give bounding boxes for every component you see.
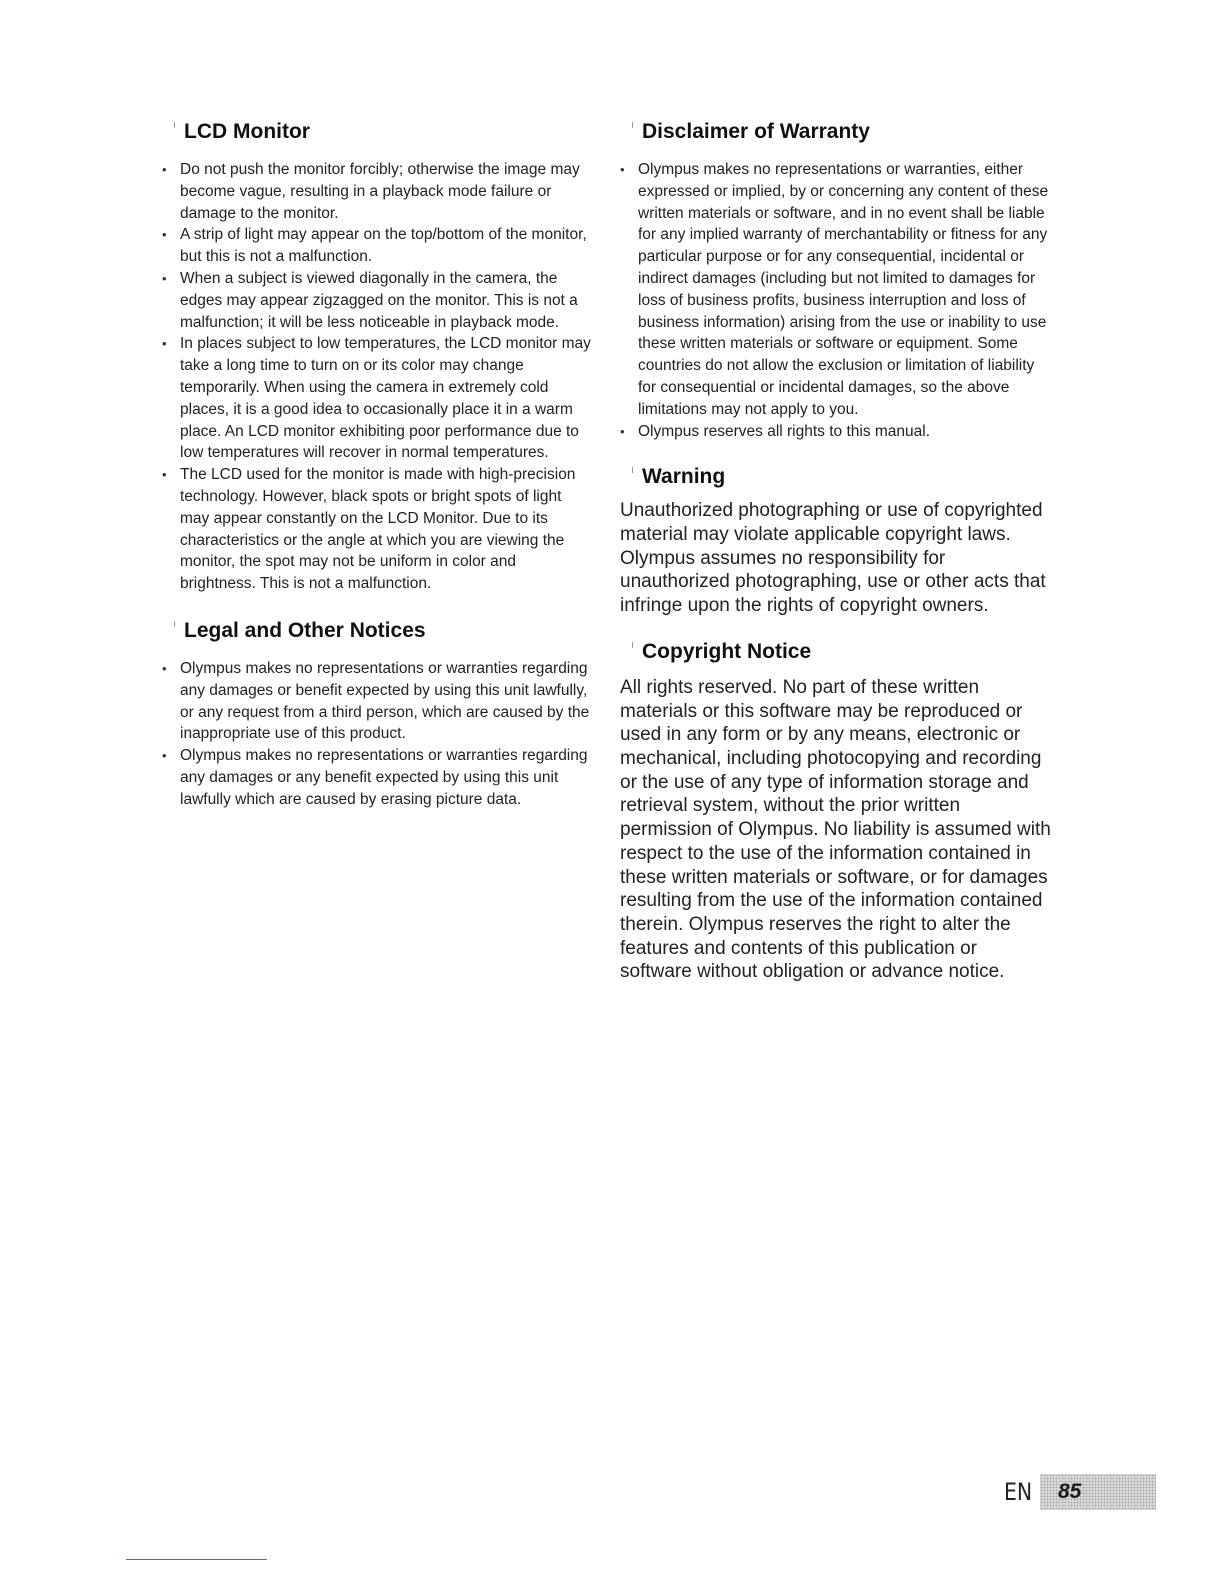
right-column: [620, 120, 1052, 984]
list-item: • The LCD used for the monitor is made with high-precision technology. However, black spots or bright spots of light may appear constantly on the LCD Monitor. Due to its characteristics or the angle at which you are viewing the monitor, the spot may not be uniform in color and brightness. This is not a malfunction.: [162, 464, 594, 595]
list-item: • Olympus makes no representations or warranties regarding any damages or any benefit expected by using this unit lawfully which are caused by erasing picture data.: [162, 745, 594, 810]
copyright-text: All rights reserved. No part of these written materials or this software may be reproduced or used in any form or by any means, electronic or mechanical, including photocopying and recording or the use of any type of information storage and retrieval system, without the prior written permission of Olympus. No liability is assumed with respect to the use of the information contained in these written materials or software, or for damages resulting from the use of the information contained therein. Olympus reserves the right to alter the features and contents of this publication or software without obligation or advance notice.: [620, 676, 1051, 983]
page-number: 85: [1058, 1480, 1082, 1503]
list-item: • Olympus makes no representations or warranties regarding any damages or benefit expected by using this unit lawfully, or any request from a third person, which are caused by the inappropriate use of this product.: [162, 658, 594, 745]
list-item: • Do not push the monitor forcibly; otherwise the image may become vague, resulting in a playback mode failure or damage to the monitor.: [162, 159, 594, 224]
footer-rule: [126, 1559, 267, 1560]
list-item: • A strip of light may appear on the top/bottom of the monitor, but this is not a malfunction.: [162, 224, 594, 268]
page-number-badge: [999, 1474, 1156, 1510]
disclaimer-list: [620, 159, 1052, 442]
legal-notices-list: [162, 658, 594, 811]
disclaimer-heading: Disclaimer of Warranty: [620, 120, 1052, 144]
list-item: • Olympus makes no representations or warranties, either expressed or implied, by or concerning any content of these written materials or software, and in no event shall be liable for any implied warranty of merchantability or fitness for any particular purpose or for any consequential, incidental or indirect damages (including but not limited to damages for loss of business profits, business interruption and loss of business information) arising from the use or inability to use these written materials or software or equipment. Some countries do not allow the exclusion or limitation of liability for consequential or incidental damages, so the above limitations may not apply to you.: [620, 159, 1052, 421]
lcd-monitor-list: [162, 159, 594, 595]
lcd-monitor-heading: LCD Monitor: [162, 120, 594, 144]
left-column: [162, 120, 594, 811]
language-label: EN: [1003, 1478, 1032, 1506]
copyright-heading: Copyright Notice: [620, 640, 1052, 664]
list-item: • When a subject is viewed diagonally in the camera, the edges may appear zigzagged on the monitor. This is not a malfunction; it will be less noticeable in playback mode.: [162, 268, 594, 333]
warning-text: Unauthorized photographing or use of copyrighted material may violate applicable copyright laws. Olympus assumes no responsibility for unauthorized photographing, use or other acts that infringe upon the rights of copyright owners.: [620, 500, 1046, 617]
legal-notices-heading: Legal and Other Notices: [162, 619, 594, 643]
page-number-box: [1040, 1474, 1156, 1510]
list-item: • Olympus reserves all rights to this manual.: [620, 421, 1052, 443]
warning-heading: Warning: [620, 465, 1052, 489]
list-item: • In places subject to low temperatures, the LCD monitor may take a long time to turn on or its color may change temporarily. When using the camera in extremely cold places, it is a good idea to occasionally place it in a warm place. An LCD monitor exhibiting poor performance due to low temperatures will recover in normal temperatures.: [162, 333, 594, 464]
